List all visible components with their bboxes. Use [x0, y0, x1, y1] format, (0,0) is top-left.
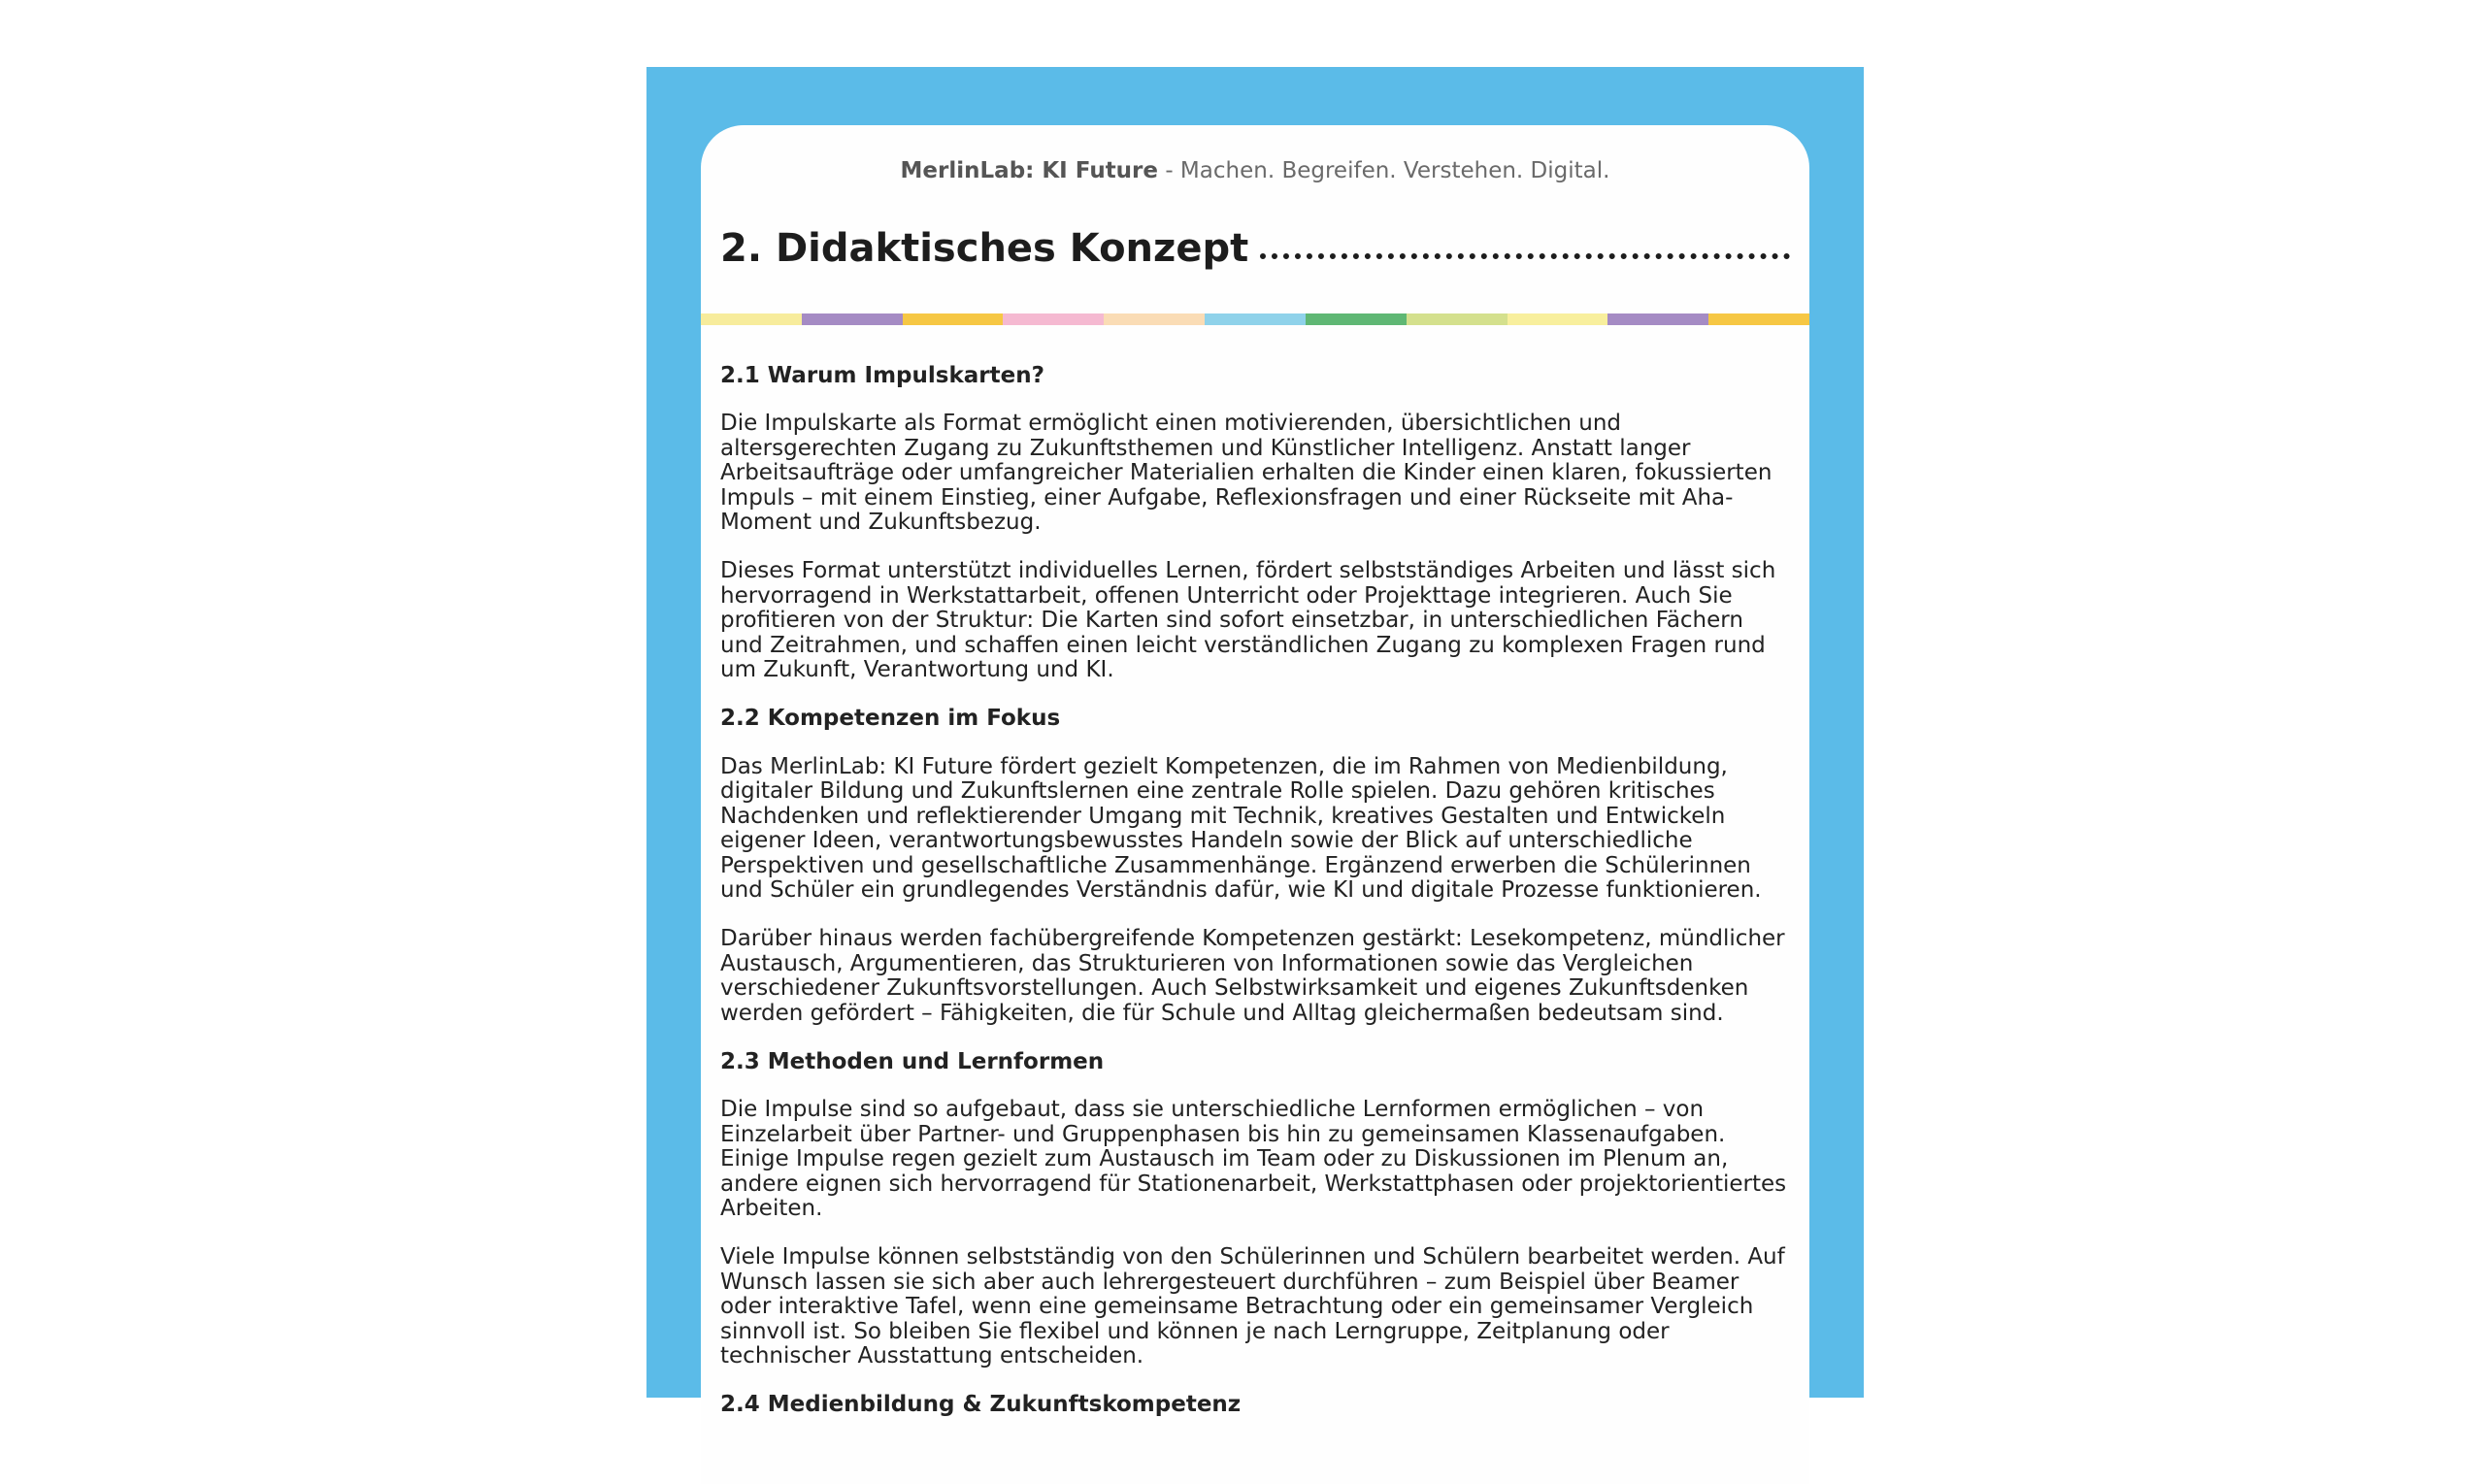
paragraph: Das MerlinLab: KI Future fördert gezielt Kompetenzen, die im Rahmen von Medienbildung, digitaler Bildung und Zukunftslernen eine zentrale Rolle spielen. Dazu gehören kritisches Nachdenken und reflektierender Umgang mit Technik, kreatives Gestalten und Entwickeln eigener Ideen, verantwortungsbewusstes Handeln sowie der Blick auf unterschiedliche Perspektiven und gesellschaftliche Zusammenhänge. Ergänzend erwerben die Schülerinnen und Schüler ein grundlegendes Verständnis dafür, wie KI und digitale Prozesse funktionieren.	[720, 753, 1762, 903]
stripe-segment	[1104, 313, 1205, 325]
document-page	[701, 125, 1809, 1484]
chapter-title	[720, 226, 1790, 271]
stripe-segment	[802, 313, 903, 325]
page-header	[701, 158, 1809, 183]
paragraph: Dieses Format unterstützt individuelles Lernen, fördert selbstständiges Arbeiten und lässt sich hervorragend in Werkstattarbeit, offenen Unterricht oder Projekttage integrieren. Auch Sie profitieren von der Struktur: Die Karten sind sofort einsetzbar, in unterschiedlichen Fächern und Zeitrahmen, und schaffen einen leicht verständlichen Zugang zu komplexen Fragen rund um Zukunft, Verantwortung und KI.	[720, 558, 1776, 683]
paragraph: Viele Impulse können selbstständig von den Schülerinnen und Schülern bearbeitet werden. Auf Wunsch lassen sie sich aber auch lehrergesteuert durchführen – zum Beispiel über Beamer oder interaktive Tafel, wenn eine gemeinsame Betrachtung oder ein gemeinsamer Vergleich sinnvoll ist. So bleiben Sie flexibel und können je nach Lerngruppe, Zeitplanung oder technischer Ausstattung entscheiden.	[720, 1244, 1785, 1369]
paragraph: Die Impulse sind so aufgebaut, dass sie unterschiedliche Lernformen ermöglichen – von Einzelarbeit über Partner- und Gruppenphasen bis hin zu gemeinsamen Klassenaufgaben. Einige Impulse regen gezielt zum Austausch im Team oder zu Diskussionen im Plenum an, andere eignen sich hervorragend für Stationenarbeit, Werkstattphasen oder projektorientiertes Arbeiten.	[720, 1097, 1787, 1221]
paragraph: Die Impulskarte als Format ermöglicht einen motivierenden, übersichtlichen und altersgerechten Zugang zu Zukunftsthemen und Künstlicher Intelligenz. Anstatt langer Arbeitsaufträge oder umfangreicher Materialien erhalten die Kinder einen klaren, fokussierten Impuls – mit einem Einstieg, einer Aufgabe, Reflexionsfragen und einer Rückseite mit Aha-Moment und Zukunftsbezug.	[720, 411, 1773, 536]
stripe-segment	[1607, 313, 1708, 325]
header-brand: MerlinLab: KI Future	[900, 158, 1159, 183]
section-heading: 2.1 Warum Impulskarten?	[720, 363, 1044, 388]
stripe-segment	[1205, 313, 1306, 325]
color-stripe	[701, 313, 1809, 325]
paragraph: Darüber hinaus werden fachübergreifende Kompetenzen gestärkt: Lesekompetenz, mündlicher Austausch, Argumentieren, das Strukturieren von Informationen sowie das Vergleichen verschiedener Zukunftsvorstellungen. Auch Selbstwirksamkeit und eigenes Zukunftsdenken werden gefördert – Fähigkeiten, die für Schule und Alltag gleichermaßen bedeutsam sind.	[720, 926, 1785, 1026]
section-heading: 2.2 Kompetenzen im Fokus	[720, 706, 1061, 732]
stripe-segment	[1508, 313, 1608, 325]
document-frame	[646, 67, 1864, 1418]
document-body	[720, 364, 1792, 1441]
stripe-segment	[701, 313, 802, 325]
stripe-segment	[903, 313, 1004, 325]
stripe-segment	[1003, 313, 1104, 325]
section-heading: 2.3 Methoden und Lernformen	[720, 1048, 1105, 1074]
stripe-segment	[1407, 313, 1508, 325]
chapter-title-text: 2. Didaktisches Konzept	[720, 226, 1249, 271]
dot-leader	[1260, 253, 1790, 259]
section-heading: 2.4 Medienbildung & Zukunftskompetenz	[720, 1392, 1242, 1418]
header-tagline: - Machen. Begreifen. Verstehen. Digital.	[1158, 158, 1610, 183]
stripe-segment	[1306, 313, 1407, 325]
stripe-segment	[1708, 313, 1809, 325]
